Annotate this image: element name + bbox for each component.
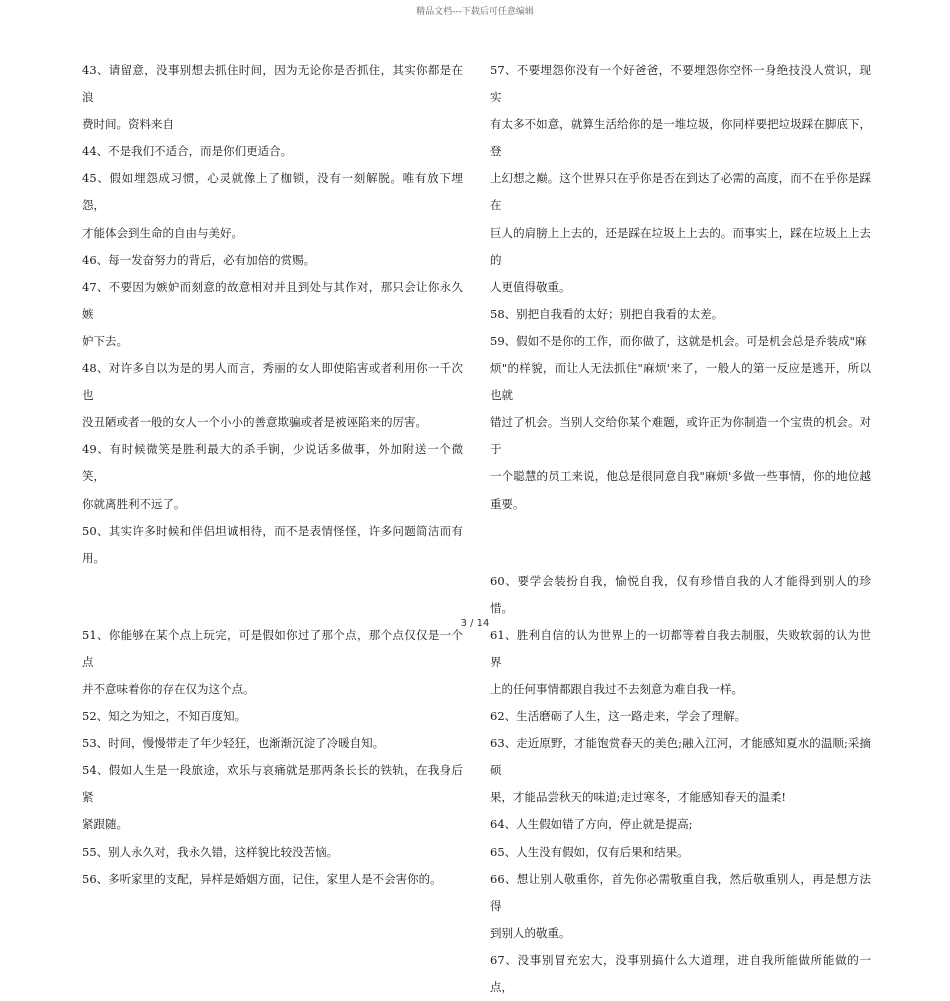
quote-paragraph: 62、生活磨砺了人生，这一路走来，学会了理解。 bbox=[490, 709, 747, 724]
quote-paragraph: 49、有时候微笑是胜利最大的杀手锏，少说话多做事，外加附送一个微笑， 你就离胜利不远了。 bbox=[82, 442, 463, 511]
quote-paragraph: 51、你能够在某个点上玩完，可是假如你过了那个点，那个点仅仅是一个点 并不意味着你的存在仅为这个点。 bbox=[82, 627, 463, 696]
quote-paragraph: 65、人生没有假如，仅有后果和结果。 bbox=[490, 844, 689, 859]
quote-paragraph: 54、假如人生是一段旅途，欢乐与哀痛就是那两条长长的铁轨，在我身后紧 紧跟随。 bbox=[82, 763, 463, 832]
quote-paragraph: 56、多听家里的支配，异样是婚姻方面，记住，家里人是不会害你的。 bbox=[82, 871, 442, 886]
quote-paragraph: 64、人生假如错了方向，停止就是提高; bbox=[490, 817, 693, 832]
quote-paragraph: 59、假如不是你的工作，而你做了，这就是机会。可是机会总是乔装成"麻 烦"的样貌，而让人无法抓住"麻烦'来了，一般人的第一反应是逃开，所以也就 错过了机会。当别人交给你某个难题，或许正为你制造一个宝贵的机会。对于 一个聪慧的员工来说，他总是很同意自我"麻烦'多做一些事情，你的地位越重要。 bbox=[490, 333, 871, 511]
quote-paragraph: 63、走近原野，才能饱赏春天的美色;融入江河，才能感知夏水的温顺;采摘硕 果，才能品尝秋天的味道;走过寒冬，才能感知春天的温柔! bbox=[490, 736, 871, 805]
quote-paragraph: 43、请留意，没事别想去抓住时间，因为无论你是否抓住，其实你都是在浪 费时间。资料来自 bbox=[82, 63, 463, 132]
quote-paragraph: 50、其实许多时候和伴侣坦诚相待，而不是表情怪怪，许多问题简洁而有用。 bbox=[82, 523, 463, 565]
quote-paragraph: 52、知之为知之，不知百度知。 bbox=[82, 709, 247, 724]
left-column bbox=[82, 57, 463, 893]
quote-paragraph: 46、每一发奋努力的背后，必有加倍的赏赐。 bbox=[82, 252, 316, 267]
right-column bbox=[490, 57, 871, 1001]
quote-paragraph: 67、没事别冒充宏大，没事别搞什么大道理，进自我所能做所能做的一点， bbox=[490, 952, 871, 994]
quote-paragraph: 58、别把自我看的太好；别把自我看的太差。 bbox=[490, 306, 724, 321]
quote-paragraph: 53、时间，慢慢带走了年少轻狂，也渐渐沉淀了冷暖自知。 bbox=[82, 736, 385, 751]
quote-paragraph: 44、不是我们不适合，而是你们更适合。 bbox=[82, 144, 293, 159]
quote-paragraph: 60、要学会装扮自我，愉悦自我，仅有珍惜自我的人才能得到别人的珍惜。 bbox=[490, 573, 871, 615]
quote-paragraph: 45、假如埋怨成习惯，心灵就像上了枷锁，没有一刻解脱。唯有放下埋怨， 才能体会到生命的自由与美好。 bbox=[82, 171, 463, 240]
page-number: 3 / 14 bbox=[460, 618, 490, 629]
quote-paragraph: 57、不要埋怨你没有一个好爸爸，不要埋怨你空怀一身绝技没人赏识，现实 有太多不如意，就算生活给你的是一堆垃圾，你同样要把垃圾踩在脚底下，登 上幻想之巅。这个世界只在乎你是否在到达了必需的高度，而不在乎你是踩在 巨人的肩膀上上去的，还是踩在垃圾上上去的。而事实上，踩在垃圾上上去的 人更值得敬重。 bbox=[490, 63, 871, 294]
quote-paragraph: 61、胜利自信的认为世界上的一切都等着自我去制服，失败软弱的认为世界 上的任何事情都跟自我过不去刻意为难自我一样。 bbox=[490, 627, 871, 696]
page-header: 精品文档---下载后可任意编辑 bbox=[416, 7, 534, 17]
paragraph-gap bbox=[82, 583, 463, 610]
quote-paragraph: 48、对许多自以为是的男人而言，秀丽的女人即使陷害或者利用你一千次也 没丑陋或者一般的女人一个小小的善意欺骗或者是被诬陷来的厉害。 bbox=[82, 361, 463, 430]
paragraph-gap bbox=[490, 529, 871, 556]
quote-paragraph: 55、别人永久对，我永久错，这样貌比较没苦恼。 bbox=[82, 844, 339, 859]
quote-paragraph: 47、不要因为嫉妒而刻意的故意相对并且到处与其作对，那只会让你永久嫉 妒下去。 bbox=[82, 279, 463, 348]
quote-paragraph: 66、想让别人敬重你，首先你必需敬重自我，然后敬重别人，再是想方法得 到别人的敬重。 bbox=[490, 871, 871, 940]
